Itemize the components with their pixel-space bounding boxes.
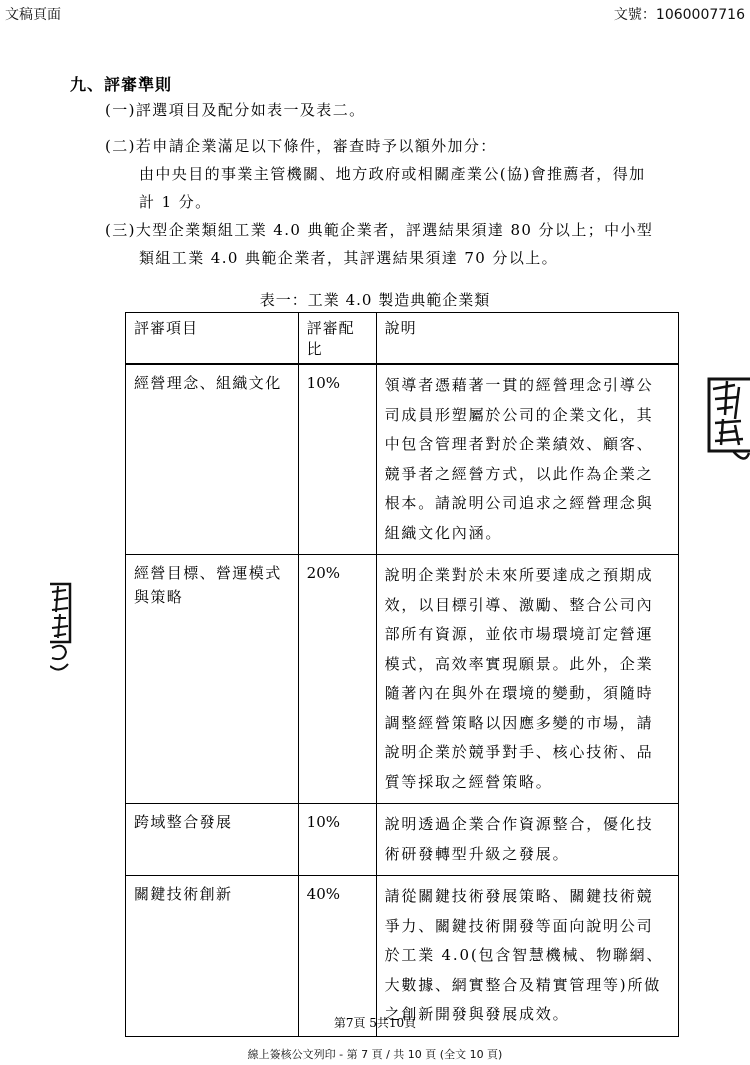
row-weight: 10% [298, 364, 376, 555]
row-item: 關鍵技術創新 [126, 876, 299, 1037]
table-row [126, 555, 679, 804]
header-weight: 評審配比 [298, 313, 376, 365]
header-desc: 說明 [376, 313, 678, 365]
header-doc-number: 文號：1060007716 [613, 7, 745, 23]
item-2-detail-cont: 計 1 分。 [139, 193, 212, 211]
table-row [126, 876, 679, 1037]
row-desc: 領導者憑藉著一貫的經營理念引導公司成員形塑屬於公司的企業文化，其中包含管理者對於企業績效、顧客、競爭者之經營方式，以此作為企業之根本。請說明公司追求之經營理念與組織文化內涵。 [376, 364, 678, 555]
seam-seal-stamp [50, 582, 72, 682]
item-3: (三)大型企業類組工業 4.0 典範企業者，評選結果須達 80 分以上；中小型 [105, 221, 654, 239]
row-desc: 說明企業對於未來所要達成之預期成效，以目標引導、激勵、整合公司內部所有資源，並依市場環境訂定營運模式，高效率實現願景。此外，企業隨著內在與外在環境的變動，須隨時調整經營策略以因應多變的市場，請說明企業於競爭對手、核心技術、品質等採取之經營策略。 [376, 555, 678, 804]
item-3-cont: 類組工業 4.0 典範企業者，其評選結果須達 70 分以上。 [139, 249, 559, 267]
row-desc: 說明透過企業合作資源整合，優化技術研發轉型升級之發展。 [376, 804, 678, 876]
exchange-seal-stamp [705, 375, 750, 463]
print-footer: 線上簽核公文列印 - 第 7 頁 / 共 10 頁 (全文 10 頁) [247, 1048, 503, 1061]
row-item: 經營理念、組織文化 [126, 364, 299, 555]
row-desc: 請從關鍵技術發展策略、關鍵技術競爭力、關鍵技術開發等面向說明公司於工業 4.0(包含智慧機械、物聯網、大數據、網實整合及精實管理等)所做之創新開發與發展成效。 [376, 876, 678, 1037]
table-row [126, 364, 679, 555]
table-row [126, 804, 679, 876]
page-number: 第7頁 5共10頁 [333, 1016, 417, 1030]
header-doc-label: 文稿頁面 [5, 7, 61, 23]
header-item: 評審項目 [126, 313, 299, 365]
section-title: 九、評審準則 [70, 75, 173, 94]
row-item: 經營目標、營運模式與策略 [126, 555, 299, 804]
item-2-detail: 由中央目的事業主管機關、地方政府或相關產業公(協)會推薦者，得加 [139, 165, 646, 183]
row-item: 跨域整合發展 [126, 804, 299, 876]
row-weight: 20% [298, 555, 376, 804]
row-weight: 40% [298, 876, 376, 1037]
table-header-row [126, 313, 679, 365]
rubric-table [125, 312, 679, 1037]
table-caption: 表一：工業 4.0 製造典範企業類 [259, 291, 491, 309]
row-weight: 10% [298, 804, 376, 876]
item-2: (二)若申請企業滿足以下條件，審查時予以額外加分： [105, 137, 497, 155]
item-1: (一)評選項目及配分如表一及表二。 [105, 101, 366, 119]
